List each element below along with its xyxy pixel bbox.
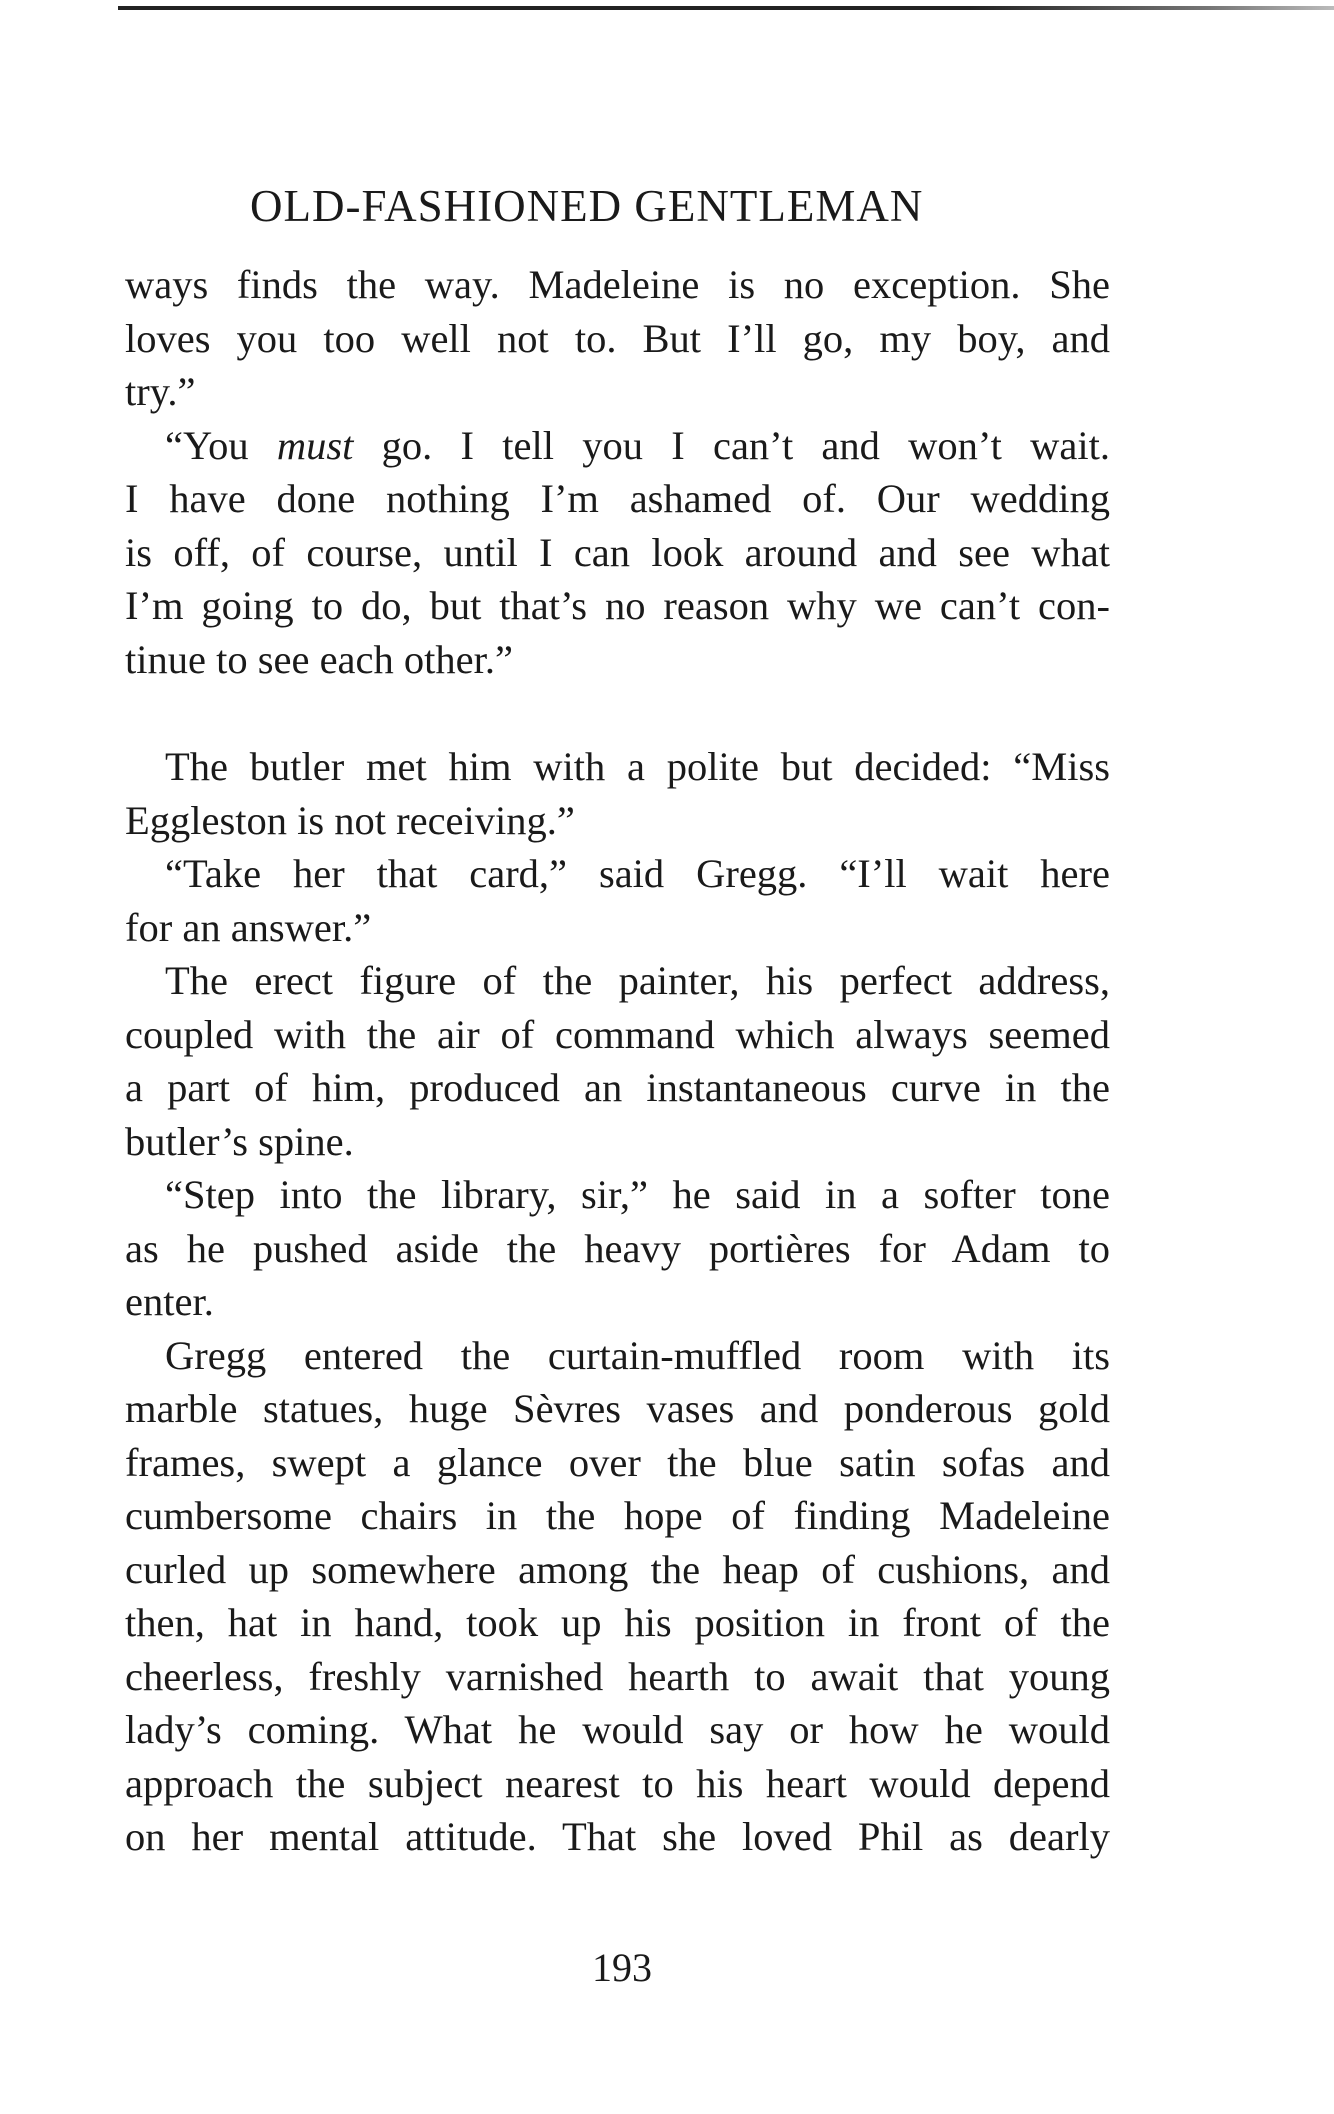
top-rule <box>118 6 1334 10</box>
running-head: OLD-FASHIONED GENTLEMAN <box>250 181 924 231</box>
text-line: try.” <box>125 369 196 414</box>
text-line: is off, of course, until I can look around and see what <box>125 529 1110 575</box>
text-line: tinue to see each other.” <box>125 636 513 682</box>
text-line: I’m going to do, but that’s no reason why we can’t con- <box>125 583 1110 628</box>
text-line: The erect figure of the painter, his perfect address, <box>165 958 1110 1003</box>
text-line: lady’s coming. What he would say or how he would <box>125 1707 1110 1752</box>
text-line: curled up somewhere among the heap of cushions, and <box>125 1546 1110 1592</box>
text-line: enter. <box>125 1279 214 1324</box>
text-line <box>125 419 1110 473</box>
text-line: on her mental attitude. That she loved Phil as dearly <box>125 1814 1110 1859</box>
text-run: “You <box>165 422 277 468</box>
text-run: go. I tell you I can’t and won’t wait. <box>353 422 1111 468</box>
body-text <box>125 258 1110 1864</box>
text-line: as he pushed aside the heavy portières for Adam to <box>125 1225 1110 1271</box>
text-line: cheerless, freshly varnished hearth to await that young <box>125 1653 1110 1699</box>
text-line: frames, swept a glance over the blue satin sofas and <box>125 1439 1110 1485</box>
text-line: then, hat in hand, took up his position in front of the <box>125 1600 1110 1645</box>
emphasis-text: must <box>276 422 354 468</box>
text-line: butler’s spine. <box>125 1118 354 1164</box>
text-line: a part of him, produced an instantaneous curve in the <box>125 1065 1110 1110</box>
text-line: loves you too well not to. But I’ll go, my boy, and <box>125 315 1110 361</box>
text-line: The butler met him with a polite but decided: “Miss <box>165 744 1110 789</box>
text-line: “Step into the library, sir,” he said in a softer tone <box>165 1172 1110 1217</box>
section-break <box>125 686 1110 740</box>
text-line: approach the subject nearest to his heart would depend <box>125 1760 1110 1806</box>
text-line: coupled with the air of command which always seemed <box>125 1011 1110 1057</box>
page-number: 193 <box>592 1945 652 1990</box>
text-line: Gregg entered the curtain-muffled room with its <box>165 1332 1110 1378</box>
text-line: Eggleston is not receiving.” <box>125 797 575 843</box>
text-line: “Take her that card,” said Gregg. “I’ll wait here <box>165 851 1110 896</box>
text-line: cumbersome chairs in the hope of finding Madeleine <box>125 1493 1110 1538</box>
text-line: ways finds the way. Madeleine is no exception. She <box>125 262 1110 307</box>
text-line: for an answer.” <box>125 904 372 950</box>
text-line: I have done nothing I’m ashamed of. Our wedding <box>125 476 1110 521</box>
text-line: marble statues, huge Sèvres vases and ponderous gold <box>125 1386 1110 1431</box>
